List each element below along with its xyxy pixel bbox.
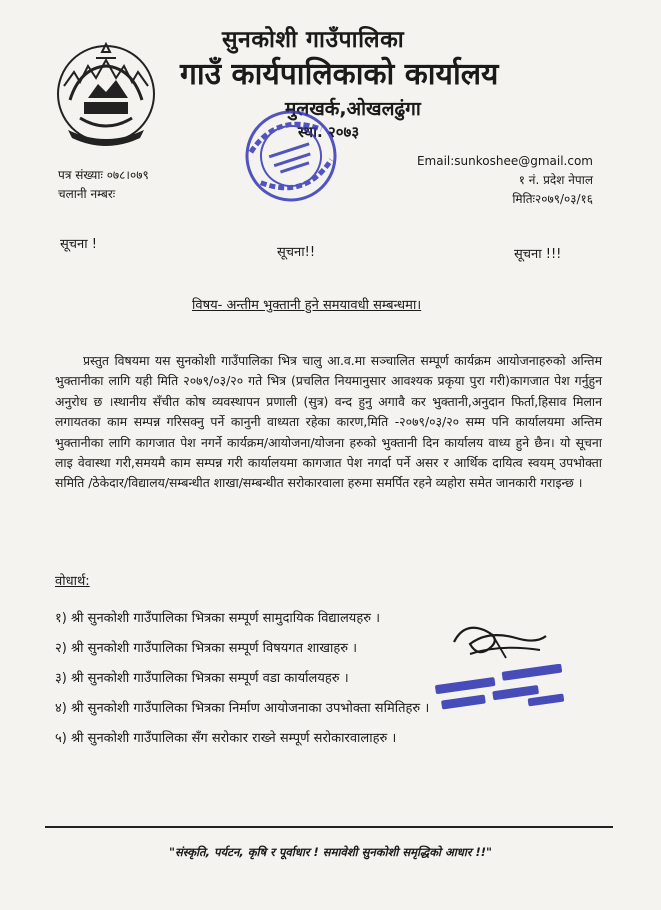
letter-body [55,351,602,494]
notice-label-2: सूचना!! [277,245,316,260]
letter-subject: विषय- अन्तीम भुक्तानी हुने समयावधी सम्बन्धमा। [192,298,422,313]
signature-icon [440,612,560,672]
cc-list [55,609,429,759]
office-name: गाउँ कार्यपालिकाको कार्यालय [180,57,499,92]
email-address: Email:sunkoshee@gmail.com [416,154,593,168]
cc-heading: वोधार्थ: [55,574,90,589]
municipality-name: सुनकोशी गाउँपालिका [222,27,405,53]
dispatch-number: चलानी नम्बरः [58,187,116,201]
cc-item: १) श्री सुनकोशी गाउँपालिका भित्रका सम्पूर्ण सामुदायिक विद्यालयहरु । [55,611,381,626]
cc-item: २) श्री सुनकोशी गाउँपालिका भित्रका सम्पूर्ण विषयगत शाखाहरु । [55,641,358,656]
signatory-stamp-icon [432,664,572,714]
province: १ नं. प्रदेश नेपाल [518,173,593,187]
office-seal-icon [232,100,350,212]
body-paragraph: प्रस्तुत विषयमा यस सुनकोशी गाउँपालिका भित्र चालु आ.व.मा सञ्चालित सम्पूर्ण कार्यक्रम आयोजनाहरुको अन्तिम भुक्तानीका लागि यही मिति २०७९/०३/२० गते भित्र (प्रचलित नियमानुसार आवश्यक प्रकृया पुरा गरी)कागजात पेश गर्नुहुन अनुरोध छ ।स्थानीय सँचीत कोष व्यवस्थापन प्रणाली (सुत्र) वन्द हुनु अगावै कर भुक्तानी,अनुदान फिर्ता,हिसाव मिलान लगायतका काम सम्पन्न गरिसक्नु पर्ने कानुनी वाध्यता रहेका कारण,मिति -२०७९/०३/२० सम्म पनि कार्यालयमा अन्तिम भुक्तानीका लागि कागजात पेश नगर्ने कार्यक्रम/आयोजना/योजना हरुको भुक्तानी दिन कार्यालय वाध्य हुने छैन। यो सूचना लाइ वेवास्था गरी,समयमै काम सम्पन्न गरी कार्यालयमा कागजात पेश नगर्दा पर्ने असर र आर्थिक दायित्व स्वयम् उपभोक्ता समिति /ठेकेदार/विद्यालय/सम्बन्धीत शाखा/सम्बन्धीत सरोकारवाला हरुमा समर्पित रहने व्यहोरा समेत जानकारी गराइन्छ । [55,353,602,491]
established-year: स्था. २०७३ [298,123,360,141]
notice-label-1: सूचना ! [60,237,97,252]
letter-number: पत्र संख्याः ०७८।०७९ [58,168,149,182]
footer-divider [45,826,613,828]
notice-label-3: सूचना !!! [514,247,562,262]
letter-reference [58,166,149,204]
office-location: मुलखर्क,ओखलढुंगा [285,98,421,120]
cc-item: ५) श्री सुनकोशी गाउँपालिका सँग सरोकार राख्ने सम्पूर्ण सरोकारवालाहरु । [55,731,397,746]
cc-item: ४) श्री सुनकोशी गाउँपालिका भित्रका निर्माण आयोजनाका उपभोक्ता समितिहरु । [55,701,430,716]
footer-slogan: "संस्कृति, पर्यटन, कृषि र पूर्वाधार ! समावेशी सुनकोशी समृद्धिको आधार !!" [168,845,493,859]
contact-block [417,152,593,209]
nepal-emblem-icon [50,38,162,150]
letter-date: मितिः२०७९/०३/१६ [512,192,593,206]
cc-item: ३) श्री सुनकोशी गाउँपालिका भित्रका सम्पूर्ण वडा कार्यालयहरु । [55,671,349,686]
